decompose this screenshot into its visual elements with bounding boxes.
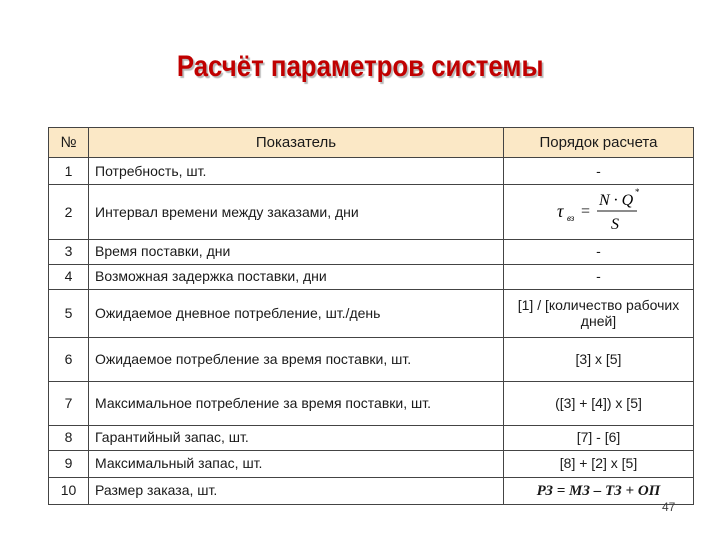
page-number: 47 (662, 500, 676, 514)
table-row (49, 477, 694, 504)
row-number: 5 (49, 289, 89, 337)
row-calculation: [8] + [2] х [5] (504, 450, 694, 477)
table-header-row (49, 128, 694, 158)
slide-title-text: Расчёт параметров системы (176, 50, 544, 83)
row-number: 3 (49, 239, 89, 264)
formula-denominator: S (610, 216, 619, 233)
formula-tau: τ (556, 201, 563, 221)
row-calculation: [3] х [5] (504, 337, 694, 381)
row-number: 10 (49, 477, 89, 504)
row-calculation: ([3] + [4]) х [5] (504, 381, 694, 425)
row-calculation: - (504, 158, 694, 185)
formula-subscript: вз (566, 213, 574, 223)
row-indicator: Возможная задержка поставки, дни (89, 264, 504, 289)
table-row (49, 289, 694, 337)
row-calculation: - (504, 264, 694, 289)
row-indicator: Ожидаемое потребление за время поставки, шт. (89, 337, 504, 381)
row-number: 9 (49, 450, 89, 477)
row-indicator: Максимальное потребление за время поставки, шт. (89, 381, 504, 425)
row-number: 7 (49, 381, 89, 425)
row-indicator: Потребность, шт. (89, 158, 504, 185)
row-number: 8 (49, 425, 89, 450)
header-indicator: Показатель (89, 128, 504, 158)
table-row (49, 185, 694, 240)
row-number: 1 (49, 158, 89, 185)
row-indicator: Ожидаемое дневное потребление, шт./день (89, 289, 504, 337)
header-calculation: Порядок расчета (504, 128, 694, 158)
row-calculation: [1] / [количество рабочих дней] (504, 289, 694, 337)
row-calculation: РЗ = МЗ – ТЗ + ОП (504, 477, 694, 504)
row-number: 6 (49, 337, 89, 381)
row-calculation (504, 185, 694, 240)
row-indicator: Гарантийный запас, шт. (89, 425, 504, 450)
formula-equals: = (580, 203, 590, 220)
table-row (49, 158, 694, 185)
row-number: 2 (49, 185, 89, 240)
slide-title (0, 50, 720, 84)
parameters-table (48, 127, 694, 505)
interval-formula (549, 185, 649, 235)
table-row (49, 450, 694, 477)
row-number: 4 (49, 264, 89, 289)
formula-numerator: N · Q (598, 192, 633, 209)
row-indicator: Время поставки, дни (89, 239, 504, 264)
row-calculation: - (504, 239, 694, 264)
row-indicator: Максимальный запас, шт. (89, 450, 504, 477)
header-number: № (49, 128, 89, 158)
table-row (49, 381, 694, 425)
row-calculation: [7] - [6] (504, 425, 694, 450)
row-indicator: Интервал времени между заказами, дни (89, 185, 504, 240)
table-row (49, 337, 694, 381)
table-row (49, 239, 694, 264)
table-row (49, 264, 694, 289)
formula-superscript: * (634, 187, 639, 197)
row-indicator: Размер заказа, шт. (89, 477, 504, 504)
table-row (49, 425, 694, 450)
